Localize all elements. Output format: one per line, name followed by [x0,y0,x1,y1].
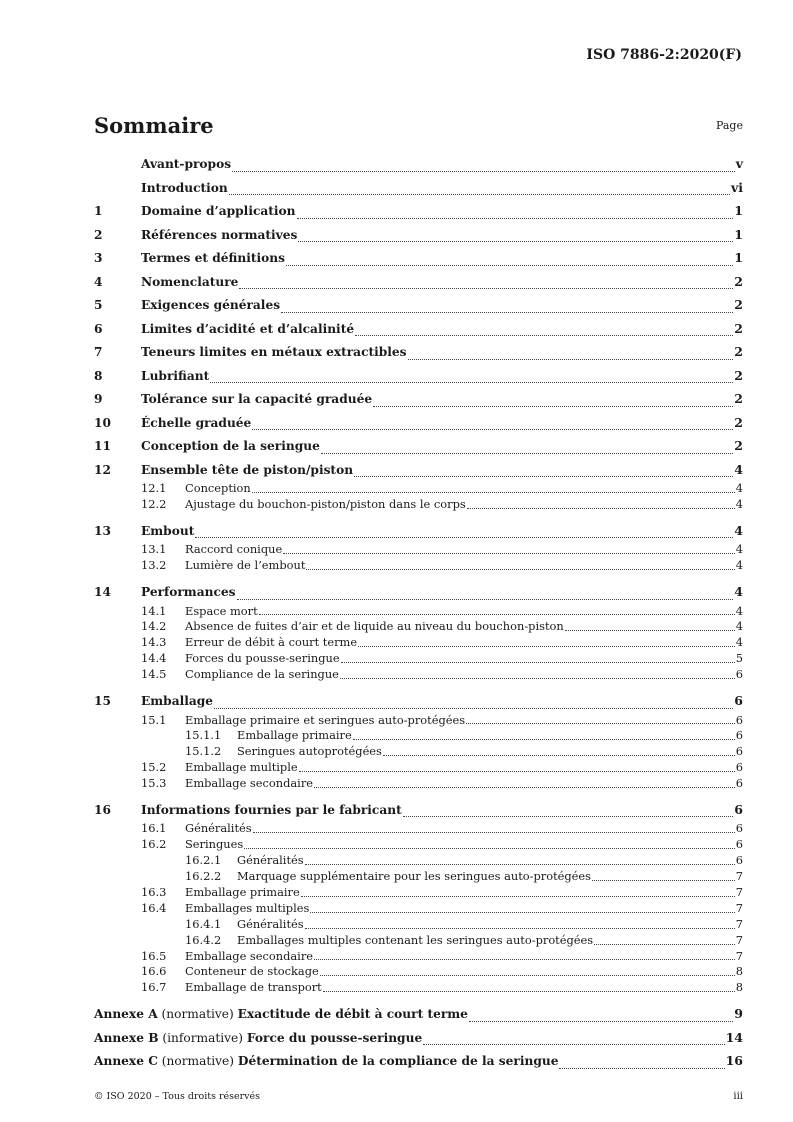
toc-entry-number: 15.3 [141,776,167,791]
toc-entry-page: 4 [735,603,743,618]
toc-entry[interactable] [94,713,743,729]
toc-entry-page: 4 [735,619,743,634]
toc-entry-title: Raccord conique [185,542,283,557]
toc-entry[interactable] [94,340,743,364]
toc-entry-title: Emballage secondaire [185,948,314,963]
toc-entry-number: 2 [94,227,103,242]
toc-entry-number: 3 [94,251,103,265]
toc-entry-title: Ensemble tête de piston/piston [141,462,354,477]
toc-entry-page: 4 [735,635,743,650]
toc-entry[interactable] [94,901,743,917]
toc-entry[interactable] [94,853,743,869]
toc-entry-number: 16.1 [141,821,167,836]
toc-entry-page: 6 [734,693,743,709]
toc-entry-number: 14.5 [141,667,167,682]
toc-entry[interactable] [94,728,743,744]
dot-leader [341,661,735,663]
toc-entry[interactable] [94,317,743,341]
dot-leader [408,358,734,360]
dot-leader [321,452,733,454]
toc-entry-title: Généralités [237,853,304,868]
toc-entry-number: 16.3 [141,885,167,900]
toc-entry[interactable] [94,619,743,635]
toc-entry-title: Domaine d’application [141,204,296,218]
toc-entry[interactable] [94,760,743,776]
toc-entry-title: Emballage primaire et seringues auto-protégées [185,712,466,727]
footer-page-number: iii [733,1091,743,1102]
toc-entry-page: 2 [734,367,743,383]
standard-reference: ISO 7886-2:2020(F) [586,47,742,63]
toc-entry-number: 5 [94,298,103,312]
toc-entry[interactable] [94,458,743,482]
toc-entry-page: 4 [735,542,743,557]
toc-entry-number: 16.4.1 [185,916,222,931]
toc-entry-page: 4 [734,461,743,477]
toc-entry[interactable] [94,869,743,885]
annex-page: 14 [725,1029,743,1045]
toc-entry-page: 4 [734,522,743,538]
dot-leader [594,943,735,945]
page-column-label: Page [715,119,743,132]
dot-leader [239,287,733,289]
toc-entry[interactable] [94,885,743,901]
toc-entry[interactable] [94,798,743,822]
annex-title: Exactitude de débit à court terme [237,1007,468,1022]
toc-entry[interactable] [94,293,743,317]
dot-leader [252,428,733,430]
dot-leader [467,507,735,509]
toc-entry-number: 14.2 [141,619,167,634]
dot-leader [306,568,734,570]
toc-entry-title: Lubrifiant [141,368,210,383]
dot-leader [237,598,734,600]
toc-entry-title: Emballage multiple [185,760,298,775]
toc-entry-number: 16.7 [141,980,167,995]
dot-leader [314,958,735,960]
toc-entry-title: Lumière de l’embout [185,558,306,573]
dot-leader [355,334,733,336]
dot-leader [229,193,730,195]
toc-entry-title: Emballage de transport [185,980,322,995]
toc-entry-page: v [735,156,743,171]
toc-entry[interactable] [94,387,743,411]
dot-leader [323,990,735,992]
toc-entry[interactable] [94,635,743,651]
annex-label: Annexe B [94,1030,159,1045]
dot-leader [466,722,735,724]
toc-entry-number: 14.4 [141,651,167,666]
toc-entry-number: 9 [94,392,103,406]
toc-entry[interactable] [94,497,743,513]
toc-entry[interactable] [94,558,743,574]
toc-entry-title: Performances [141,585,236,600]
toc-entry[interactable] [94,270,743,294]
toc-entry-page: 6 [735,667,743,682]
toc-entry-title: Erreur de débit à court terme [185,635,358,650]
toc-entry-title: Marquage supplémentaire pour les seringues auto-protégées [237,869,592,884]
toc-entry[interactable] [94,776,743,792]
annex-kind: (informative) [162,1030,244,1045]
toc-entry-page: 8 [735,980,743,995]
dot-leader [244,847,735,849]
dot-leader [299,770,735,772]
dot-leader [373,405,733,407]
dot-leader [259,613,735,615]
toc-entry[interactable] [94,176,743,200]
toc-entry-number: 8 [94,368,103,383]
toc-entry-page: 2 [734,344,743,359]
toc-entry[interactable] [94,542,743,558]
toc-entry-page: 1 [734,203,743,218]
toc-entry-number: 16.2.2 [185,869,222,884]
toc-entry[interactable] [94,744,743,760]
toc-entry[interactable] [94,223,743,247]
toc-entry[interactable] [94,837,743,853]
dot-leader [358,645,735,647]
toc-entry-number: 14.1 [141,603,167,618]
toc-entry[interactable] [94,364,743,388]
toc-entry[interactable] [94,964,743,980]
toc-entry-page: 7 [735,900,743,915]
toc-entry-number: 16 [94,802,111,817]
toc-entry-page: 6 [735,837,743,852]
toc-entry[interactable] [94,980,743,996]
annex-kind: (normative) [161,1007,234,1022]
annex-label: Annexe C [94,1054,158,1069]
dot-leader [195,536,733,538]
toc-entry-title: Conteneur de stockage [185,964,319,979]
annex-page: 9 [734,1006,743,1022]
dot-leader [305,927,735,929]
toc-entry-page: 6 [735,821,743,836]
toc-entry-number: 12 [94,462,111,477]
toc-entry-page: 6 [735,728,743,743]
toc-entry-number: 16.5 [141,948,167,963]
dot-leader [340,677,735,679]
toc-entry[interactable] [94,580,743,604]
toc-entry[interactable] [94,411,743,435]
annex-title: Force du pousse-seringue [246,1030,423,1045]
toc-entry-title: Généralités [185,821,252,836]
toc-entry-number: 12.2 [141,496,167,511]
toc-entry-number: 15.2 [141,760,167,775]
toc-entry-title: Nomenclature [141,274,239,289]
toc-entry-page: 4 [735,496,743,511]
toc-entry-number: 13.2 [141,558,167,573]
toc-entry-title: Références normatives [141,227,298,242]
dot-leader [353,738,735,740]
dot-leader [252,491,735,493]
annex-title: Détermination de la compliance de la seringue [237,1054,559,1069]
dot-leader [354,475,733,477]
annex-page: 16 [725,1053,743,1069]
toc-entry-number: 13 [94,523,111,538]
toc-entry-number: 4 [94,274,103,289]
toc-entry-number: 7 [94,345,103,359]
toc-entry[interactable] [94,519,743,543]
page-title: Sommaire [94,113,214,138]
dot-leader [423,1043,724,1045]
dot-leader [210,381,733,383]
toc-entry-number: 15.1.1 [185,728,222,743]
toc-entry-number: 15.1.2 [185,744,222,759]
toc-entry-page: 4 [735,558,743,573]
toc-entry-title: Tolérance sur la capacité graduée [141,392,373,406]
dot-leader [232,170,735,172]
dot-leader [214,707,733,709]
toc-entry-page: 2 [734,438,743,453]
toc-entry[interactable] [94,434,743,458]
toc-entry-title: Termes et définitions [141,251,285,265]
toc-entry-page: 6 [735,853,743,868]
dot-leader [310,911,734,913]
toc-entry-title: Introduction [141,180,228,195]
toc-entry-title: Emballages multiples [185,900,310,915]
toc-entry-page: vi [730,179,743,195]
toc-entry[interactable] [94,651,743,667]
toc-entry-number: 15 [94,694,111,709]
toc-entry-page: 1 [734,250,743,265]
dot-leader [469,1020,733,1022]
toc-entry-number: 16.4 [141,900,167,915]
dot-leader [298,240,733,242]
toc-entry-page: 5 [735,651,743,666]
toc-entry-title: Avant-propos [141,157,232,171]
toc-entry-page: 6 [735,760,743,775]
toc-entry[interactable] [94,689,743,713]
dot-leader [297,217,734,219]
toc-entry[interactable] [94,821,743,837]
toc-entry-number: 11 [94,439,111,453]
toc-entry-page: 2 [734,297,743,312]
dot-leader [383,754,735,756]
toc-entry-number: 16.6 [141,964,167,979]
toc-entry-page: 6 [734,801,743,817]
toc-annex-entry[interactable] [94,1049,743,1073]
toc-entry-page: 4 [735,481,743,495]
dot-leader [281,311,733,313]
toc-entry[interactable] [94,199,743,223]
toc-entry-title: Teneurs limites en métaux extractibles [141,345,407,359]
toc-entry-page: 7 [735,916,743,931]
toc-entry-title: Espace mort [185,603,258,618]
toc-entry[interactable] [94,917,743,933]
toc-entry-title: Seringues [185,837,244,852]
toc-entry[interactable] [94,949,743,965]
toc-entry-title: Emballage primaire [185,885,300,900]
footer-copyright: © ISO 2020 – Tous droits réservés [94,1091,261,1102]
dot-leader [565,629,735,631]
dot-leader [320,974,735,976]
dot-leader [403,815,734,817]
toc-entry-page: 4 [734,584,743,600]
dot-leader [314,786,735,788]
toc-entry-title: Ajustage du bouchon-piston/piston dans le corps [185,496,466,511]
annex-kind: (normative) [161,1054,235,1069]
toc-entry-title: Seringues autoprotégées [237,744,382,759]
toc-entry-page: 6 [735,712,743,727]
toc-entry-title: Emballage primaire [237,728,352,743]
toc-entry-page: 6 [735,744,743,759]
toc-entry[interactable] [94,481,743,497]
toc-entry[interactable] [94,933,743,949]
dot-leader [286,264,733,266]
toc-entry-title: Limites d’acidité et d’alcalinité [141,321,355,336]
toc-entry-page: 7 [735,869,743,884]
toc-entry-title: Généralités [237,916,304,931]
toc-entry-number: 1 [94,204,103,218]
toc-entry[interactable] [94,604,743,620]
toc-entry-page: 7 [735,948,743,963]
table-of-contents [94,152,743,1073]
dot-leader [559,1067,724,1069]
toc-entry-title: Absence de fuites d’air et de liquide au niveau du bouchon-piston [185,619,564,634]
toc-entry-title: Échelle graduée [141,415,252,430]
toc-entry-page: 8 [735,964,743,979]
toc-entry-title: Conception [185,481,251,495]
toc-entry-number: 16.2.1 [185,853,222,868]
toc-annex-entry[interactable] [94,1002,743,1026]
dot-leader [305,863,735,865]
toc-entry-title: Emballages multiples contenant les seringues auto-protégées [237,932,594,947]
toc-entry-page: 2 [734,320,743,336]
toc-entry-title: Emballage secondaire [185,776,314,791]
toc-entry-number: 6 [94,321,103,336]
toc-entry-title: Forces du pousse-seringue [185,651,340,666]
toc-entry-number: 16.2 [141,837,167,852]
toc-entry-title: Informations fournies par le fabricant [141,802,402,817]
toc-entry-title: Emballage [141,694,214,709]
toc-entry-title: Conception de la seringue [141,439,320,453]
toc-entry-page: 1 [734,226,743,242]
toc-entry-number: 16.4.2 [185,932,222,947]
toc-entry-title: Compliance de la seringue [185,667,339,682]
toc-entry-page: 2 [734,414,743,430]
annex-label: Annexe A [94,1007,158,1022]
toc-entry-number: 13.1 [141,542,167,557]
toc-entry-number: 12.1 [141,481,167,495]
toc-entry-number: 10 [94,415,111,430]
toc-entry-page: 7 [735,885,743,900]
toc-entry-number: 14.3 [141,635,167,650]
toc-entry-page: 2 [734,391,743,406]
toc-entry[interactable] [94,152,743,176]
dot-leader [253,831,735,833]
toc-entry-page: 2 [734,273,743,289]
toc-entry-number: 15.1 [141,712,167,727]
toc-entry-number: 14 [94,585,111,600]
dot-leader [301,895,735,897]
toc-entry[interactable] [94,246,743,270]
toc-entry-page: 7 [735,932,743,947]
toc-entry-title: Embout [141,523,195,538]
toc-entry[interactable] [94,667,743,683]
toc-annex-entry[interactable] [94,1026,743,1050]
dot-leader [592,879,735,881]
dot-leader [283,552,735,554]
toc-entry-page: 6 [735,776,743,791]
toc-entry-title: Exigences générales [141,298,281,312]
